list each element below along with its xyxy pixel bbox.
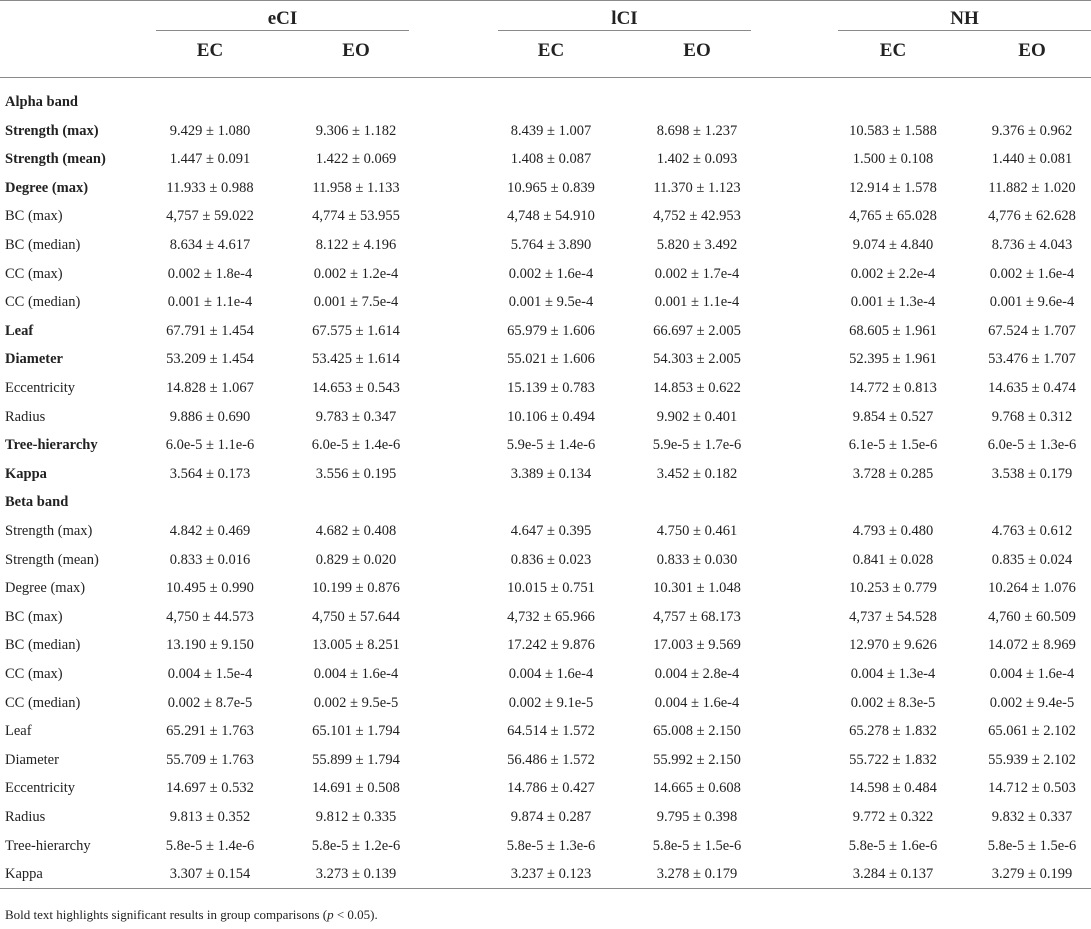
cell-nh-eo: 4.763 ± 0.612 (991, 523, 1073, 539)
cell-lci-ec: 17.242 ± 9.876 (507, 637, 595, 654)
cell-nh-eo: 4,760 ± 60.509 (988, 608, 1076, 625)
cell-lci-ec: 5.764 ± 3.890 (510, 237, 592, 253)
cell-nh-eo: 9.768 ± 0.312 (991, 408, 1073, 425)
table-row (0, 345, 1091, 374)
cell-eci-ec: 9.429 ± 1.080 (169, 122, 251, 139)
table-row (0, 746, 1091, 775)
table-row (0, 774, 1091, 803)
row-label: BC (median) (5, 237, 81, 253)
cell-lci-eo: 66.697 ± 2.005 (653, 322, 741, 339)
cell-nh-ec: 10.583 ± 1.588 (849, 122, 937, 139)
cell-lci-eo: 8.698 ± 1.237 (656, 122, 738, 139)
cell-lci-ec: 0.002 ± 1.6e-4 (508, 265, 594, 282)
cell-lci-eo: 0.001 ± 1.1e-4 (654, 294, 740, 311)
cell-lci-eo: 0.004 ± 2.8e-4 (654, 666, 740, 682)
row-label: Degree (max) (5, 179, 89, 196)
group-rule-eci (156, 30, 409, 31)
group-header-nh: NH (950, 8, 979, 29)
cell-lci-eo: 0.004 ± 1.6e-4 (654, 694, 740, 711)
cell-lci-eo: 17.003 ± 9.569 (653, 637, 741, 654)
table-row (0, 717, 1091, 746)
cell-nh-ec: 0.002 ± 2.2e-4 (850, 265, 936, 282)
cell-eci-ec: 4,757 ± 59.022 (166, 208, 254, 225)
cell-nh-eo: 4,776 ± 62.628 (988, 208, 1076, 225)
cell-eci-ec: 9.886 ± 0.690 (169, 408, 251, 425)
table-row (0, 403, 1091, 432)
cell-nh-eo: 0.835 ± 0.024 (991, 551, 1073, 568)
cell-lci-ec: 10.015 ± 0.751 (507, 580, 595, 597)
cell-eci-eo: 10.199 ± 0.876 (312, 580, 400, 597)
cell-lci-eo: 1.402 ± 0.093 (656, 151, 738, 168)
cell-nh-ec: 0.841 ± 0.028 (852, 551, 934, 568)
row-label: Strength (mean) (5, 551, 99, 568)
cell-eci-ec: 67.791 ± 1.454 (166, 322, 254, 339)
table-row (0, 174, 1091, 203)
cell-lci-ec: 10.965 ± 0.839 (507, 179, 595, 196)
cell-lci-ec: 65.979 ± 1.606 (507, 322, 595, 339)
cell-lci-eo: 5.820 ± 3.492 (656, 237, 738, 253)
cell-eci-ec: 65.291 ± 1.763 (166, 723, 254, 740)
cell-eci-ec: 0.002 ± 1.8e-4 (167, 265, 253, 282)
cell-nh-eo: 14.635 ± 0.474 (988, 380, 1076, 396)
cell-nh-eo: 6.0e-5 ± 1.3e-6 (987, 437, 1077, 454)
cell-lci-ec: 15.139 ± 0.783 (507, 380, 595, 396)
section-label: Alpha band (5, 94, 78, 110)
cell-nh-ec: 55.722 ± 1.832 (849, 751, 937, 768)
row-label: CC (median) (5, 294, 81, 311)
group-header-eci: eCI (267, 8, 298, 29)
cell-lci-ec: 8.439 ± 1.007 (510, 122, 592, 139)
cell-eci-ec: 14.697 ± 0.532 (166, 780, 254, 797)
cell-lci-eo: 0.833 ± 0.030 (656, 551, 738, 568)
cell-eci-eo: 9.306 ± 1.182 (315, 122, 397, 139)
cell-nh-eo: 5.8e-5 ± 1.5e-6 (987, 837, 1077, 854)
cell-eci-ec: 5.8e-5 ± 1.4e-6 (165, 837, 255, 854)
cell-nh-eo: 65.061 ± 2.102 (988, 723, 1076, 740)
subheader-nh-ec: EC (879, 40, 907, 61)
cell-lci-eo: 3.278 ± 0.179 (656, 866, 738, 883)
row-label: Eccentricity (5, 780, 76, 797)
cell-eci-eo: 3.556 ± 0.195 (315, 465, 397, 482)
cell-nh-ec: 6.1e-5 ± 1.5e-6 (848, 437, 938, 454)
row-label: Leaf (5, 723, 32, 740)
cell-nh-eo: 53.476 ± 1.707 (988, 351, 1076, 368)
cell-nh-ec: 12.914 ± 1.578 (849, 179, 937, 196)
group-header-lci: lCI (611, 8, 638, 29)
cell-eci-ec: 0.001 ± 1.1e-4 (167, 294, 253, 311)
cell-eci-eo: 13.005 ± 8.251 (312, 637, 400, 654)
cell-nh-ec: 3.728 ± 0.285 (852, 465, 934, 482)
bottom-rule (0, 888, 1091, 889)
table-row (0, 631, 1091, 660)
cell-eci-ec: 9.813 ± 0.352 (169, 809, 251, 825)
cell-lci-ec: 55.021 ± 1.606 (507, 351, 595, 368)
subheader-lci-eo: EO (683, 40, 711, 61)
cell-eci-ec: 11.933 ± 0.988 (166, 179, 254, 196)
cell-lci-eo: 5.9e-5 ± 1.7e-6 (652, 437, 742, 454)
cell-lci-eo: 14.665 ± 0.608 (653, 780, 741, 797)
cell-lci-eo: 65.008 ± 2.150 (653, 723, 741, 740)
cell-eci-eo: 11.958 ± 1.133 (312, 179, 400, 196)
cell-eci-eo: 55.899 ± 1.794 (312, 751, 400, 768)
cell-lci-ec: 5.9e-5 ± 1.4e-6 (506, 437, 596, 454)
cell-lci-ec: 9.874 ± 0.287 (510, 809, 592, 825)
section-header-row (0, 488, 1091, 517)
cell-nh-eo: 8.736 ± 4.043 (991, 237, 1073, 253)
cell-nh-eo: 67.524 ± 1.707 (988, 322, 1076, 339)
cell-nh-eo: 55.939 ± 2.102 (988, 751, 1076, 768)
cell-lci-eo: 4.750 ± 0.461 (656, 523, 738, 539)
cell-lci-eo: 14.853 ± 0.622 (653, 380, 741, 396)
cell-nh-eo: 14.712 ± 0.503 (988, 780, 1076, 797)
table-row (0, 202, 1091, 231)
cell-eci-eo: 0.002 ± 1.2e-4 (313, 265, 399, 282)
row-label: Radius (5, 809, 46, 825)
subheader-lci-ec: EC (537, 40, 565, 61)
cell-eci-ec: 4.842 ± 0.469 (169, 523, 251, 539)
cell-nh-ec: 4,765 ± 65.028 (849, 208, 937, 225)
cell-nh-ec: 68.605 ± 1.961 (849, 322, 937, 339)
cell-eci-ec: 13.190 ± 9.150 (166, 637, 254, 654)
cell-lci-eo: 54.303 ± 2.005 (653, 351, 741, 368)
group-rule-lci (498, 30, 751, 31)
cell-nh-eo: 0.002 ± 9.4e-5 (989, 694, 1075, 711)
row-label: CC (max) (5, 666, 63, 682)
cell-nh-ec: 10.253 ± 0.779 (849, 580, 937, 597)
table-row (0, 145, 1091, 174)
cell-eci-ec: 53.209 ± 1.454 (166, 351, 254, 368)
cell-lci-eo: 9.795 ± 0.398 (656, 809, 738, 825)
cell-eci-eo: 4,774 ± 53.955 (312, 208, 400, 225)
cell-nh-eo: 0.001 ± 9.6e-4 (989, 294, 1075, 311)
row-label: Diameter (5, 351, 63, 368)
table-row (0, 288, 1091, 317)
cell-lci-eo: 5.8e-5 ± 1.5e-6 (652, 837, 742, 854)
cell-nh-ec: 0.004 ± 1.3e-4 (850, 666, 936, 682)
row-label: BC (max) (5, 208, 63, 225)
cell-nh-ec: 65.278 ± 1.832 (849, 723, 937, 740)
cell-nh-eo: 0.002 ± 1.6e-4 (989, 265, 1075, 282)
cell-nh-ec: 14.598 ± 0.484 (849, 780, 937, 797)
cell-eci-eo: 8.122 ± 4.196 (315, 237, 397, 253)
row-label: Tree-hierarchy (5, 837, 91, 854)
row-label: Degree (max) (5, 580, 86, 597)
cell-lci-eo: 3.452 ± 0.182 (656, 465, 738, 482)
header-rule (0, 77, 1091, 78)
footnote-text-after: < 0.05). (333, 907, 378, 922)
table-row (0, 803, 1091, 832)
cell-lci-ec: 0.004 ± 1.6e-4 (508, 666, 594, 682)
row-label: Diameter (5, 751, 59, 768)
cell-nh-eo: 10.264 ± 1.076 (988, 580, 1076, 597)
cell-lci-ec: 4,748 ± 54.910 (507, 208, 595, 225)
cell-eci-ec: 1.447 ± 0.091 (169, 151, 251, 168)
row-label: CC (max) (5, 265, 63, 282)
cell-nh-ec: 4,737 ± 54.528 (849, 608, 937, 625)
cell-nh-ec: 0.001 ± 1.3e-4 (850, 294, 936, 311)
cell-nh-ec: 9.772 ± 0.322 (852, 809, 934, 825)
cell-eci-ec: 10.495 ± 0.990 (166, 580, 254, 597)
cell-nh-ec: 12.970 ± 9.626 (849, 637, 937, 654)
table-row (0, 117, 1091, 146)
table-row (0, 689, 1091, 718)
cell-eci-ec: 8.634 ± 4.617 (169, 237, 251, 253)
cell-eci-eo: 0.004 ± 1.6e-4 (313, 666, 399, 682)
cell-eci-eo: 1.422 ± 0.069 (315, 151, 397, 168)
cell-eci-eo: 0.002 ± 9.5e-5 (313, 694, 399, 711)
table-row (0, 832, 1091, 861)
cell-lci-eo: 10.301 ± 1.048 (653, 580, 741, 597)
top-rule (0, 0, 1091, 1)
subheader-eci-eo: EO (342, 40, 370, 61)
cell-lci-ec: 3.237 ± 0.123 (510, 866, 592, 883)
row-label: Leaf (5, 322, 34, 339)
table-row (0, 317, 1091, 346)
row-label: Radius (5, 408, 46, 425)
cell-eci-eo: 14.691 ± 0.508 (312, 780, 400, 797)
cell-eci-eo: 9.783 ± 0.347 (315, 408, 397, 425)
cell-nh-ec: 14.772 ± 0.813 (849, 380, 937, 396)
cell-nh-eo: 3.538 ± 0.179 (991, 465, 1073, 482)
group-rule-nh (838, 30, 1091, 31)
row-label: Strength (max) (5, 523, 93, 539)
cell-lci-ec: 5.8e-5 ± 1.3e-6 (506, 837, 596, 854)
cell-nh-ec: 9.074 ± 4.840 (852, 237, 934, 253)
subheader-nh-eo: EO (1018, 40, 1046, 61)
cell-lci-ec: 0.836 ± 0.023 (510, 551, 592, 568)
cell-eci-eo: 0.001 ± 7.5e-4 (313, 294, 399, 311)
table-row (0, 603, 1091, 632)
cell-lci-ec: 56.486 ± 1.572 (507, 751, 595, 768)
cell-lci-eo: 9.902 ± 0.401 (656, 408, 738, 425)
row-label: Kappa (5, 866, 43, 883)
cell-nh-eo: 11.882 ± 1.020 (988, 179, 1076, 196)
footnote-p-symbol: p (327, 907, 334, 922)
cell-nh-ec: 9.854 ± 0.527 (852, 408, 934, 425)
cell-lci-eo: 0.002 ± 1.7e-4 (654, 265, 740, 282)
cell-eci-eo: 3.273 ± 0.139 (315, 866, 397, 883)
cell-lci-eo: 4,752 ± 42.953 (653, 208, 741, 225)
row-label: Kappa (5, 465, 47, 482)
cell-eci-ec: 6.0e-5 ± 1.1e-6 (165, 437, 255, 454)
table-row (0, 460, 1091, 489)
section-header-row (0, 88, 1091, 117)
cell-lci-ec: 0.002 ± 9.1e-5 (508, 694, 594, 711)
table-row (0, 574, 1091, 603)
cell-lci-eo: 11.370 ± 1.123 (653, 179, 741, 196)
cell-eci-ec: 0.833 ± 0.016 (169, 551, 251, 568)
cell-eci-ec: 0.002 ± 8.7e-5 (167, 694, 253, 711)
cell-eci-eo: 67.575 ± 1.614 (312, 322, 400, 339)
cell-lci-ec: 4.647 ± 0.395 (510, 523, 592, 539)
table-row (0, 660, 1091, 689)
cell-nh-eo: 1.440 ± 0.081 (991, 151, 1073, 168)
cell-nh-ec: 52.395 ± 1.961 (849, 351, 937, 368)
cell-eci-eo: 0.829 ± 0.020 (315, 551, 397, 568)
row-label: Strength (mean) (5, 151, 106, 168)
cell-nh-eo: 14.072 ± 8.969 (988, 637, 1076, 654)
section-label: Beta band (5, 494, 69, 511)
cell-eci-ec: 14.828 ± 1.067 (166, 380, 254, 396)
cell-eci-eo: 14.653 ± 0.543 (312, 380, 400, 396)
cell-lci-ec: 4,732 ± 65.966 (507, 608, 595, 625)
cell-nh-eo: 9.376 ± 0.962 (991, 122, 1073, 139)
cell-eci-eo: 9.812 ± 0.335 (315, 809, 397, 825)
subheader-eci-ec: EC (196, 40, 224, 61)
cell-eci-eo: 5.8e-5 ± 1.2e-6 (311, 837, 401, 854)
cell-eci-ec: 4,750 ± 44.573 (166, 608, 254, 625)
cell-eci-ec: 3.307 ± 0.154 (169, 866, 251, 883)
table-row (0, 374, 1091, 403)
table-row (0, 860, 1091, 889)
cell-nh-ec: 1.500 ± 0.108 (852, 151, 934, 168)
cell-eci-eo: 6.0e-5 ± 1.4e-6 (311, 437, 401, 454)
cell-nh-ec: 5.8e-5 ± 1.6e-6 (848, 837, 938, 854)
cell-eci-eo: 4,750 ± 57.644 (312, 608, 400, 625)
row-label: CC (median) (5, 694, 81, 711)
cell-lci-ec: 64.514 ± 1.572 (507, 723, 595, 740)
table-row (0, 546, 1091, 575)
cell-nh-ec: 0.002 ± 8.3e-5 (850, 694, 936, 711)
cell-eci-ec: 55.709 ± 1.763 (166, 751, 254, 768)
cell-eci-ec: 3.564 ± 0.173 (169, 465, 251, 482)
cell-nh-eo: 0.004 ± 1.6e-4 (989, 666, 1075, 682)
table-row (0, 231, 1091, 260)
cell-lci-ec: 3.389 ± 0.134 (510, 465, 592, 482)
table-footnote (5, 906, 378, 924)
cell-lci-ec: 14.786 ± 0.427 (507, 780, 595, 797)
footnote-text-before: Bold text highlights significant results in group comparisons ( (5, 907, 328, 922)
cell-eci-ec: 0.004 ± 1.5e-4 (167, 666, 253, 682)
table-row (0, 260, 1091, 289)
cell-eci-eo: 53.425 ± 1.614 (312, 351, 400, 368)
cell-lci-ec: 0.001 ± 9.5e-4 (508, 294, 594, 311)
row-label: Eccentricity (5, 380, 76, 396)
cell-lci-ec: 1.408 ± 0.087 (510, 151, 592, 168)
table-row (0, 431, 1091, 460)
cell-eci-eo: 65.101 ± 1.794 (312, 723, 400, 740)
row-label: Tree-hierarchy (5, 437, 98, 454)
row-label: Strength (max) (5, 122, 99, 139)
row-label: BC (median) (5, 637, 81, 654)
table-row (0, 517, 1091, 546)
cell-lci-eo: 55.992 ± 2.150 (653, 751, 741, 768)
cell-nh-ec: 3.284 ± 0.137 (852, 866, 934, 883)
cell-nh-ec: 4.793 ± 0.480 (852, 523, 934, 539)
row-label: BC (max) (5, 608, 63, 625)
cell-lci-eo: 4,757 ± 68.173 (653, 608, 741, 625)
cell-lci-ec: 10.106 ± 0.494 (507, 408, 595, 425)
cell-eci-eo: 4.682 ± 0.408 (315, 523, 397, 539)
cell-nh-eo: 9.832 ± 0.337 (991, 809, 1073, 825)
cell-nh-eo: 3.279 ± 0.199 (991, 866, 1073, 883)
